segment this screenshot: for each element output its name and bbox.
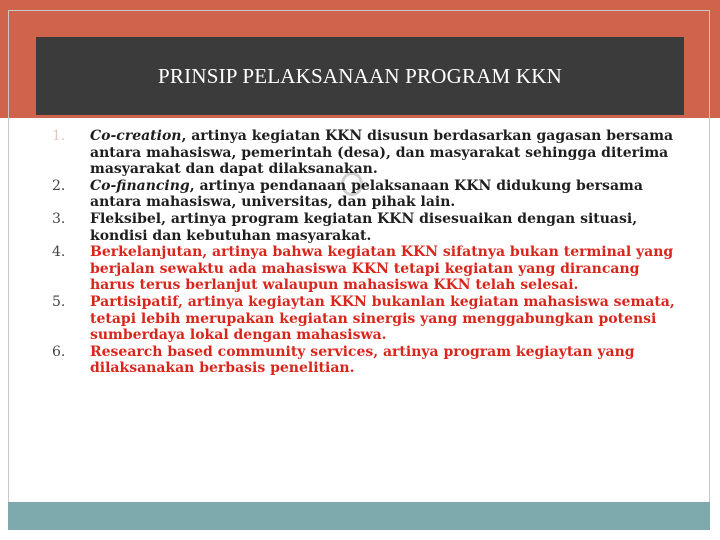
list-item — [28, 178, 678, 211]
title-box — [36, 37, 684, 115]
list-item — [28, 294, 678, 344]
item-text: Research based community services, artinya program kegiaytan yang dilaksanakan berbasis penelitian. — [90, 343, 635, 377]
item-number: 1. — [52, 128, 66, 144]
list-item — [28, 344, 678, 377]
list-item — [28, 128, 678, 178]
item-lead: Co-creation — [90, 128, 182, 144]
item-text: Co-financing, artinya pendanaan pelaksanaan KKN didukung bersama antara mahasiswa, universitas, dan pihak lain. — [90, 177, 643, 211]
item-number: 5. — [52, 293, 66, 310]
item-text: Fleksibel, artinya program kegiatan KKN disesuaikan dengan situasi, kondisi dan kebutuhan masyarakat. — [90, 210, 638, 244]
item-text: Partisipatif, artinya kegiaytan KKN bukanlan kegiatan mahasiswa semata, tetapi lebih merupakan kegiatan sinergis yang menggabungkan potensi sumberdaya lokal dengan mahasiswa. — [90, 293, 675, 344]
list-item — [28, 211, 678, 244]
principles-list — [28, 128, 678, 377]
footer-band — [8, 502, 710, 530]
item-number: 3. — [52, 210, 66, 227]
list-item — [28, 244, 678, 294]
item-lead: Co-financing — [90, 177, 190, 194]
slide-title: PRINSIP PELAKSANAAN PROGRAM KKN — [158, 64, 562, 88]
item-number: 4. — [52, 244, 66, 261]
item-text: Berkelanjutan, artinya bahwa kegiatan KKN sifatnya bukan terminal yang berjalan sewaktu ada mahasiswa KKN tetapi kegiatan yang dirancang harus terus berlanjut walaupun mahasiswa KKN telah selesai. — [90, 244, 674, 294]
item-number: 2. — [52, 177, 66, 194]
item-text: Co-creation, artinya kegiatan KKN disusun berdasarkan gagasan bersama antara mahasiswa, pemerintah (desa), dan masyarakat sehingga diterima masyarakat dan dapat dilaksanakan. — [90, 128, 674, 178]
item-number: 6. — [52, 343, 66, 360]
